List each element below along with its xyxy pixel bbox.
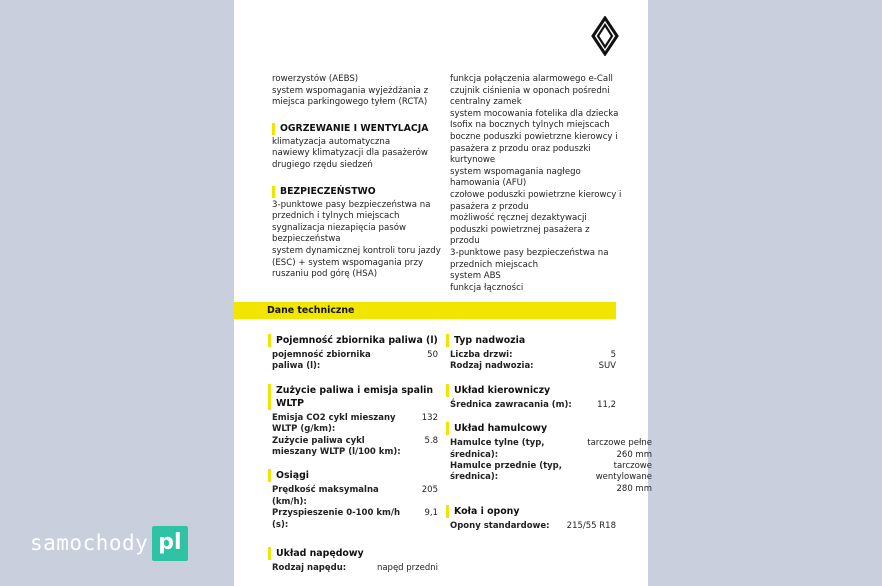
spec-value: 5 [610,350,616,360]
spec-row [446,361,616,372]
brakes-section-title: Układ hamulcowy [446,422,616,435]
spec-value: 9,1 [424,508,438,519]
spec-row [268,350,438,373]
equipment-line: klimatyzacja automatyczna [272,136,391,147]
equipment-line: 3-punktowe pasy bezpieczeństwa na przednich i tylnych miejscach [272,199,431,222]
equipment-line: system wspomagania nagłego hamowania (AFU) [450,166,581,189]
tech-data-banner [234,302,616,319]
spec-value: napęd przedni [376,563,438,574]
fuel-consumption-section-title: Zużycie paliwa i emisja spalin WLTP [268,384,438,410]
spec-label: Średnica zawracania (m): [450,399,572,410]
spec-value: tarczowe pełne 260 mm [587,438,652,460]
spec-value: 50 [427,350,438,360]
tech-data-title: Dane techniczne [267,305,355,316]
spec-label: Przyspieszenie 0-100 km/h (s): [272,508,401,530]
document-page [234,0,652,586]
spec-label: pojemność zbiornika paliwa (l): [272,350,371,372]
spec-value: 5.8 [424,435,438,446]
equipment-line: funkcja łączności [450,282,524,293]
tech-right-column [446,334,652,533]
equipment-line: boczne poduszki powietrzne kierowcy i pasażera z przodu oraz poduszki kurtynowe [450,131,618,166]
spec-row [446,521,616,532]
watermark-badge: pl [152,526,187,561]
watermark-logo [30,520,188,566]
spec-label: Emisja CO2 cykl mieszany WLTP (g/km): [272,412,396,435]
equipment-line: system mocowania fotelika dla dziecka Isofix na bocznych tylnych miejscach [450,108,619,131]
spec-label: Opony standardowe: [450,521,550,532]
equipment-line: system dynamicznej kontroli toru jazdy (ESC) + system wspomagania przy ruszaniu pod górę (HSA) [272,245,441,280]
spec-row [446,461,652,495]
equipment-right-column [450,74,622,294]
equipment-line: czujnik ciśnienia w oponach pośredni [450,85,610,96]
spec-label: Rodzaj napędu: [272,563,347,574]
wheels-section-title: Koła i opony [446,505,616,518]
equipment-line: system wspomagania wyjeżdżania z miejsca parkingowego tyłem (RCTA) [272,85,429,108]
equipment-line: nawiewy klimatyzacji dla pasażerów drugiego rzędu siedzeń [272,148,428,170]
body-type-section-title: Typ nadwozia [446,334,616,347]
spec-label: Rodzaj nadwozia: [450,361,534,372]
spec-label: Liczba drzwi: [450,350,513,360]
spec-value: tarczowe wentylowane 280 mm [595,461,652,494]
equipment-line: sygnalizacja niezapięcia pasów bezpieczeństwa [272,222,407,245]
performance-section-title: Osiągi [268,469,438,482]
spec-row [268,413,438,436]
equipment-line: centralny zamek [450,97,522,108]
spec-value: 205 [421,485,438,496]
spec-row [446,400,616,411]
tech-left-column [268,334,438,574]
equipment-line: czołowe poduszki powietrzne kierowcy i pasażera z przodu [450,189,622,212]
spec-label: Prędkość maksymalna (km/h): [272,485,379,507]
renault-diamond-icon [590,16,620,56]
safety-section-title: BEZPIECZEŃSTWO [272,186,442,198]
spec-value: 215/55 R18 [566,521,616,532]
spec-row [268,508,438,531]
spec-row [268,563,438,574]
equipment-left-column [272,74,442,281]
spec-value: 132 [421,412,438,423]
spec-row [446,350,616,361]
spec-label: Hamulce tylne (typ, średnica): [450,438,545,460]
equipment-line: możliwość ręcznej dezaktywacji poduszki powietrznej pasażera z przodu [450,213,590,247]
watermark-text: samochody [30,531,149,555]
equipment-line: rowerzystów (AEBS) [272,74,359,84]
drivetrain-section-title: Układ napędowy [268,547,438,560]
steering-section-title: Układ kierowniczy [446,384,616,397]
spec-row [268,436,438,459]
spec-row [446,438,652,461]
heating-section-title: OGRZEWANIE I WENTYLACJA [272,123,442,135]
fuel-tank-section-title: Pojemność zbiornika paliwa (l) [268,334,438,347]
equipment-line: funkcja połączenia alarmowego e-Call [450,74,613,84]
equipment-line: 3-punktowe pasy bezpieczeństwa na przednich miejscach [450,247,609,270]
equipment-line: system ABS [450,271,501,282]
spec-row [268,485,438,508]
spec-label: Zużycie paliwa cykl mieszany WLTP (l/100 km): [272,435,401,458]
spec-label: Hamulce przednie (typ, średnica): [450,461,562,483]
spec-value: SUV [598,361,616,372]
spec-value: 11,2 [597,399,616,410]
